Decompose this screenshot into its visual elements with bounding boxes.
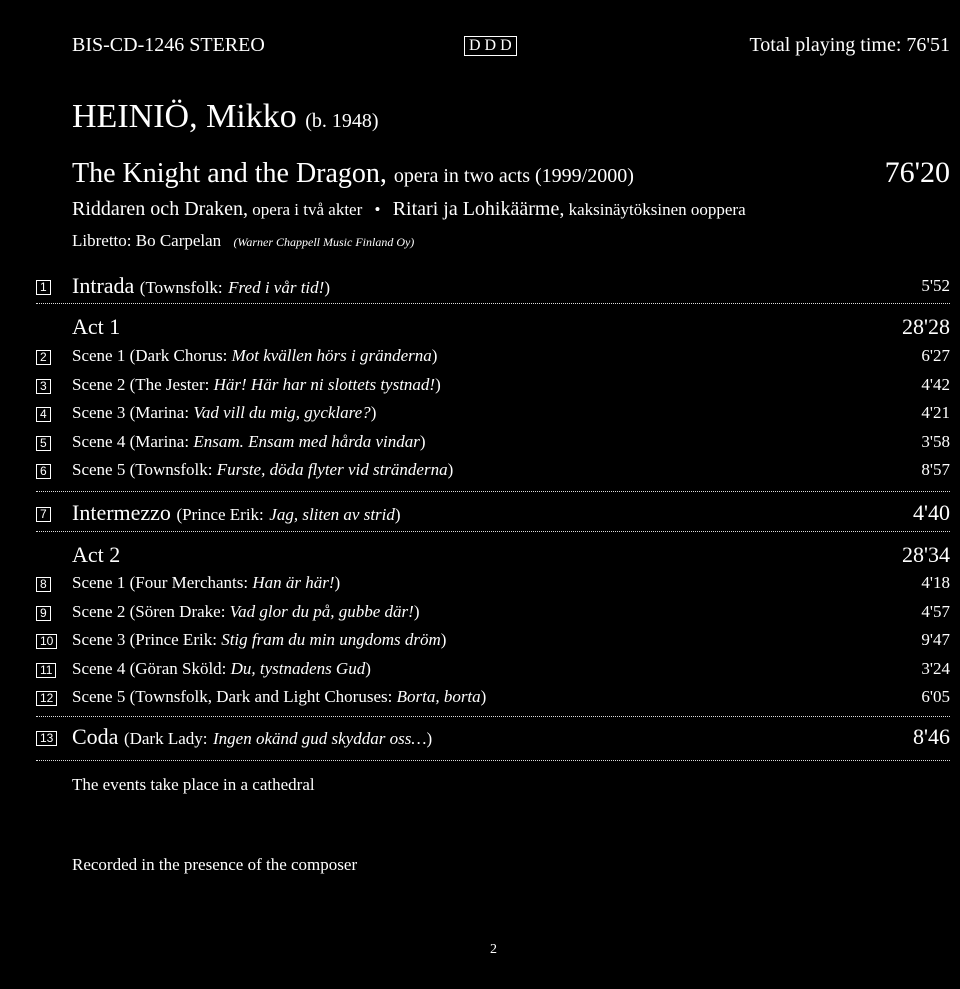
- scene-duration: 6'27: [921, 346, 950, 365]
- scene-incipit: Vad glor du på, gubbe där!: [229, 601, 414, 621]
- alt-titles: [72, 198, 746, 221]
- scene-duration: 4'57: [921, 601, 950, 621]
- track-name: Intermezzo: [72, 500, 171, 525]
- track-role: (Townsfolk:: [139, 278, 223, 297]
- track-close: ): [394, 505, 401, 524]
- scene-title: [72, 403, 376, 423]
- track-close: ): [426, 729, 433, 748]
- track-number: 13: [36, 731, 57, 746]
- scene-role: (Marina:: [129, 431, 190, 451]
- scene-row: [36, 687, 950, 713]
- scene-incipit: Vad vill du mig, gycklare?: [193, 403, 371, 422]
- scene-role: (Sören Drake:: [129, 601, 226, 621]
- scene-incipit: Ensam. Ensam med hårda vindar: [193, 431, 420, 451]
- scene-duration: 9'47: [921, 630, 950, 649]
- scene-name: Scene 4: [72, 658, 126, 678]
- scene-name: Scene 2: [72, 374, 126, 394]
- title-separator: •: [374, 200, 381, 219]
- work-title: The Knight and the Dragon,: [72, 158, 387, 189]
- track-incipit: Fred i vår tid!: [228, 278, 325, 297]
- scene-duration: 3'58: [921, 431, 950, 451]
- scene-close: ): [435, 374, 441, 394]
- scene-row: [36, 602, 950, 628]
- finnish-title: Ritari ja Lohikäärme,: [392, 198, 565, 220]
- scene-title: [72, 687, 486, 707]
- track-role: (Dark Lady:: [123, 729, 208, 748]
- track-number: 5: [36, 436, 51, 451]
- separator: [36, 303, 950, 304]
- track-number: 10: [36, 634, 57, 649]
- libretto-line: [72, 231, 414, 251]
- scene-name: Scene 3: [72, 403, 126, 422]
- work-title-line: [72, 158, 634, 190]
- page-number: 2: [490, 942, 497, 957]
- scene-close: ): [419, 431, 426, 451]
- scene-name: Scene 3: [72, 630, 126, 649]
- scene-close: ): [440, 630, 447, 649]
- scene-title: [72, 573, 340, 593]
- scene-duration: 6'05: [921, 687, 950, 706]
- scene-row: [36, 573, 950, 599]
- scene-name: Scene 5: [72, 687, 126, 706]
- scene-role: (Marina:: [129, 403, 190, 422]
- scene-incipit: Här! Här har ni slottets tystnad!: [213, 374, 436, 394]
- work-subtitle: opera in two acts (1999/2000): [393, 165, 634, 187]
- scene-close: ): [480, 687, 487, 706]
- total-playing-time: Total playing time: 76'51: [749, 34, 950, 56]
- composer-heading: [72, 98, 379, 136]
- act-heading: Act 2: [72, 542, 121, 567]
- track-name: Coda: [72, 724, 119, 749]
- scene-title: [72, 460, 453, 480]
- scene-close: ): [447, 460, 454, 479]
- scene-role: (Dark Chorus:: [129, 346, 228, 365]
- composer-name: HEINIÖ, Mikko: [72, 98, 297, 135]
- act-duration: 28'34: [902, 542, 950, 567]
- scene-close: ): [365, 658, 371, 678]
- scene-duration: 3'24: [921, 658, 950, 678]
- scene-incipit: Mot kvällen hörs i gränderna: [231, 346, 432, 365]
- scene-title: [72, 375, 441, 395]
- track-role: (Prince Erik:: [176, 505, 264, 524]
- scene-title: [72, 630, 446, 650]
- track-title: [72, 273, 330, 299]
- scene-name: Scene 2: [72, 601, 126, 621]
- scene-close: ): [334, 573, 341, 592]
- scene-name: Scene 1: [72, 346, 126, 365]
- scene-row: [36, 403, 950, 429]
- scene-incipit: Furste, döda flyter vid stränderna: [216, 460, 448, 479]
- setting-note: The events take place in a cathedral: [72, 775, 315, 794]
- track-number: 7: [36, 507, 51, 522]
- scene-row: [36, 432, 950, 458]
- work-duration: 76'20: [884, 156, 950, 189]
- track-number: 3: [36, 379, 51, 394]
- act-duration: 28'28: [902, 314, 950, 339]
- track-name: Intrada: [72, 273, 135, 298]
- scene-close: ): [370, 403, 377, 422]
- scene-role: (Townsfolk, Dark and Light Choruses:: [129, 687, 393, 706]
- librettist: Libretto: Bo Carpelan: [72, 231, 222, 250]
- scene-role: (Townsfolk:: [129, 460, 213, 479]
- scene-duration: 4'18: [921, 573, 950, 592]
- scene-row: [36, 346, 950, 372]
- scene-row: [36, 630, 950, 656]
- separator: [36, 531, 950, 532]
- track-number: 4: [36, 407, 51, 422]
- track-number: 6: [36, 464, 51, 479]
- scene-incipit: Borta, borta: [396, 687, 481, 706]
- scene-title: [72, 432, 426, 452]
- composer-years: (b. 1948): [305, 110, 379, 132]
- scene-title: [72, 602, 420, 622]
- scene-close: ): [431, 346, 438, 365]
- finnish-subtitle: kaksinäytöksinen ooppera: [568, 200, 746, 219]
- publisher: (Warner Chappell Music Finland Oy): [233, 235, 415, 249]
- track-title: [72, 724, 432, 750]
- track-row: [36, 724, 950, 753]
- scene-row: [36, 659, 950, 685]
- track-duration: 8'46: [913, 724, 950, 749]
- ddd-badge: D D D: [464, 36, 517, 56]
- catalog-number: BIS-CD-1246 STEREO: [72, 34, 265, 56]
- recording-note: Recorded in the presence of the composer: [72, 855, 358, 874]
- swedish-subtitle: opera i två akter: [252, 200, 363, 219]
- separator: [36, 760, 950, 761]
- scene-title: [72, 346, 437, 366]
- track-number: 8: [36, 577, 51, 592]
- swedish-title: Riddaren och Draken,: [72, 198, 249, 220]
- scene-role: (The Jester:: [129, 374, 210, 394]
- track-incipit: Jag, sliten av strid: [269, 505, 395, 524]
- track-number: 1: [36, 280, 51, 295]
- scene-incipit: Du, tystnadens Gud: [230, 658, 366, 678]
- scene-incipit: Han är här!: [252, 573, 335, 592]
- act-heading: Act 1: [72, 314, 121, 339]
- scene-close: ): [413, 601, 420, 621]
- scene-role: (Prince Erik:: [129, 630, 217, 649]
- scene-title: [72, 659, 371, 679]
- scene-role: (Göran Sköld:: [129, 658, 227, 678]
- track-number: 9: [36, 606, 51, 621]
- track-row: [36, 500, 950, 529]
- scene-role: (Four Merchants:: [129, 573, 249, 592]
- track-number: 2: [36, 350, 51, 365]
- track-number: 12: [36, 691, 57, 706]
- track-row: [36, 273, 950, 302]
- scene-row: [36, 375, 950, 401]
- separator: [36, 716, 950, 717]
- track-duration: 5'52: [921, 276, 950, 295]
- track-close: ): [324, 278, 330, 297]
- scene-duration: 8'57: [921, 460, 950, 479]
- scene-duration: 4'21: [921, 403, 950, 422]
- track-number: 11: [36, 663, 56, 678]
- scene-incipit: Stig fram du min ungdoms dröm: [221, 630, 441, 649]
- scene-name: Scene 1: [72, 573, 126, 592]
- track-incipit: Ingen okänd gud skyddar oss…: [213, 729, 427, 748]
- scene-duration: 4'42: [921, 374, 950, 394]
- scene-name: Scene 5: [72, 460, 126, 479]
- separator: [36, 491, 950, 492]
- track-title: [72, 500, 401, 526]
- scene-row: [36, 460, 950, 486]
- scene-name: Scene 4: [72, 431, 126, 451]
- track-duration: 4'40: [913, 500, 950, 525]
